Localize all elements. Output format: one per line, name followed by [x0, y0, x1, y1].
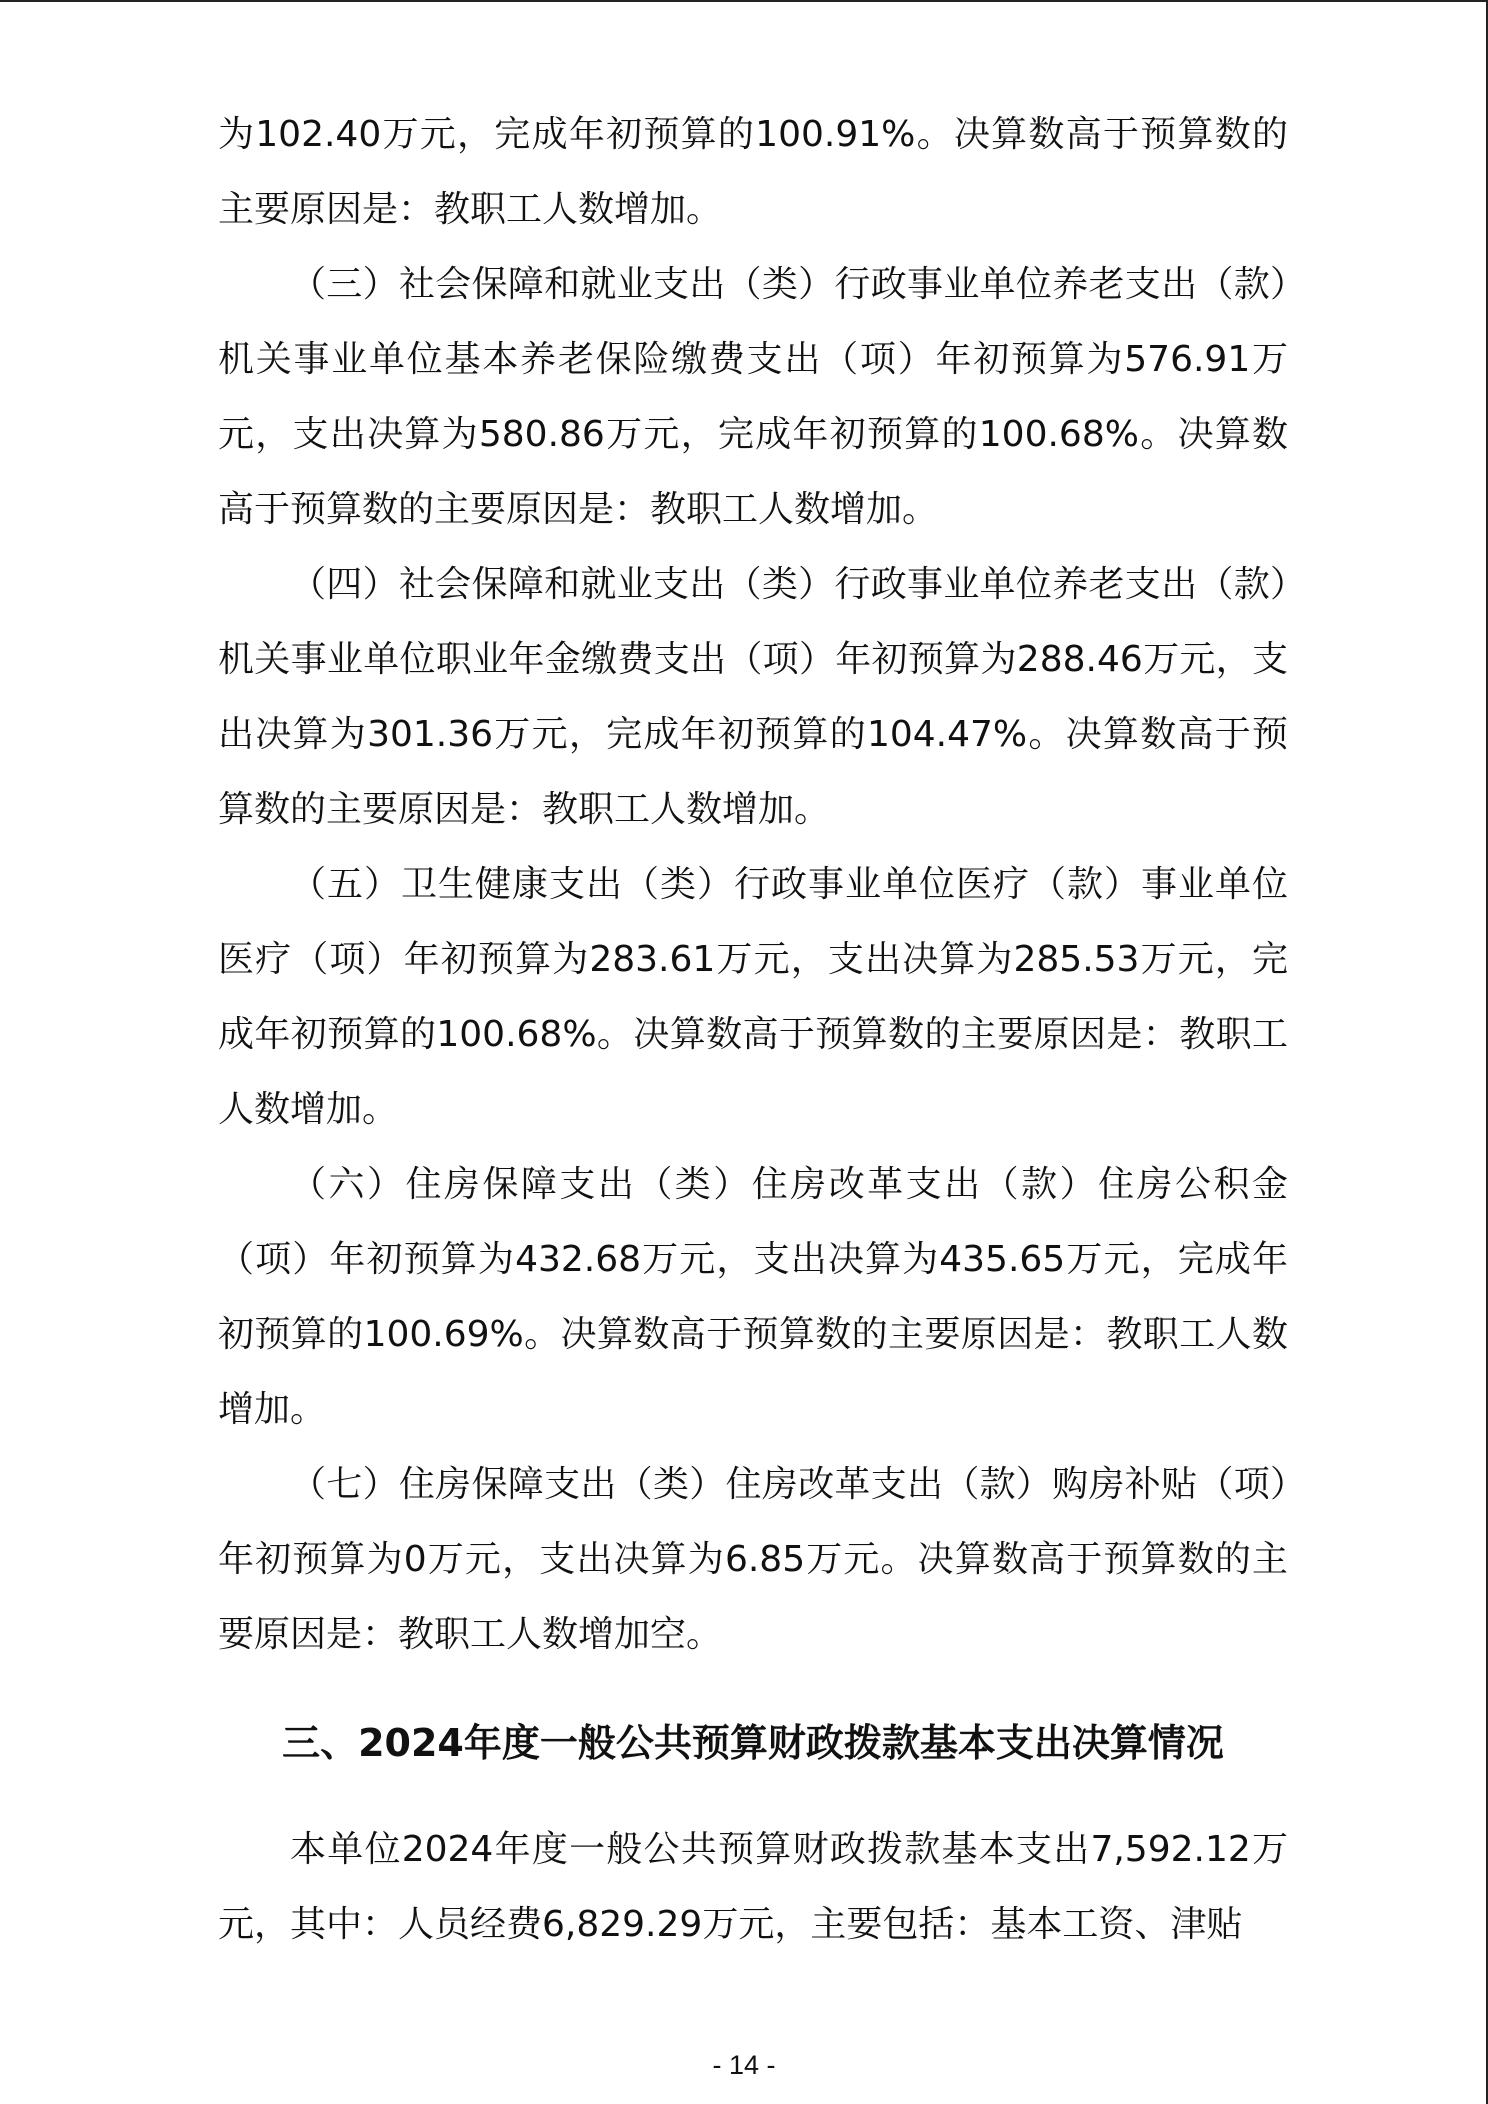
paragraph-item-7-housing-subsidy: （七）住房保障支出（类）住房改革支出（款）购房补贴（项）年初预算为0万元，支出决算为6.85万元。决算数高于预算数的主要原因是：教职工人数增加空。 — [218, 1464, 1288, 1655]
paragraph-item-4-occupational-annuity: （四）社会保障和就业支出（类）行政事业单位养老支出（款）机关事业单位职业年金缴费支出（项）年初预算为288.46万元，支出决算为301.36万元，完成年初预算的104.47%。决算数高于预算数的主要原因是：教职工人数增加。 — [218, 564, 1288, 830]
paragraph-item-3-pension-insurance: （三）社会保障和就业支出（类）行政事业单位养老支出（款）机关事业单位基本养老保险缴费支出（项）年初预算为576.91万元，支出决算为580.86万元，完成年初预算的100.68%。决算数高于预算数的主要原因是：教职工人数增加。 — [218, 264, 1288, 530]
page-number: - 14 - — [712, 2050, 776, 2080]
paragraph-continued: 为102.40万元，完成年初预算的100.91%。决算数高于预算数的主要原因是：教职工人数增加。 — [218, 114, 1288, 230]
paragraph-item-5-medical: （五）卫生健康支出（类）行政事业单位医疗（款）事业单位医疗（项）年初预算为283.61万元，支出决算为285.53万元，完成年初预算的100.68%。决算数高于预算数的主要原因是：教职工人数增加。 — [218, 864, 1288, 1130]
paragraph-basic-expenditure: 本单位2024年度一般公共预算财政拨款基本支出7,592.12万元，其中：人员经费6,829.29万元，主要包括：基本工资、津贴 — [218, 1829, 1288, 1945]
document-body — [218, 97, 1288, 1962]
paragraph-item-6-housing-fund: （六）住房保障支出（类）住房改革支出（款）住房公积金（项）年初预算为432.68万元，支出决算为435.65万元，完成年初预算的100.69%。决算数高于预算数的主要原因是：教职工人数增加。 — [218, 1164, 1288, 1430]
section-heading: 三、2024年度一般公共预算财政拨款基本支出决算情况 — [282, 1721, 1224, 1765]
